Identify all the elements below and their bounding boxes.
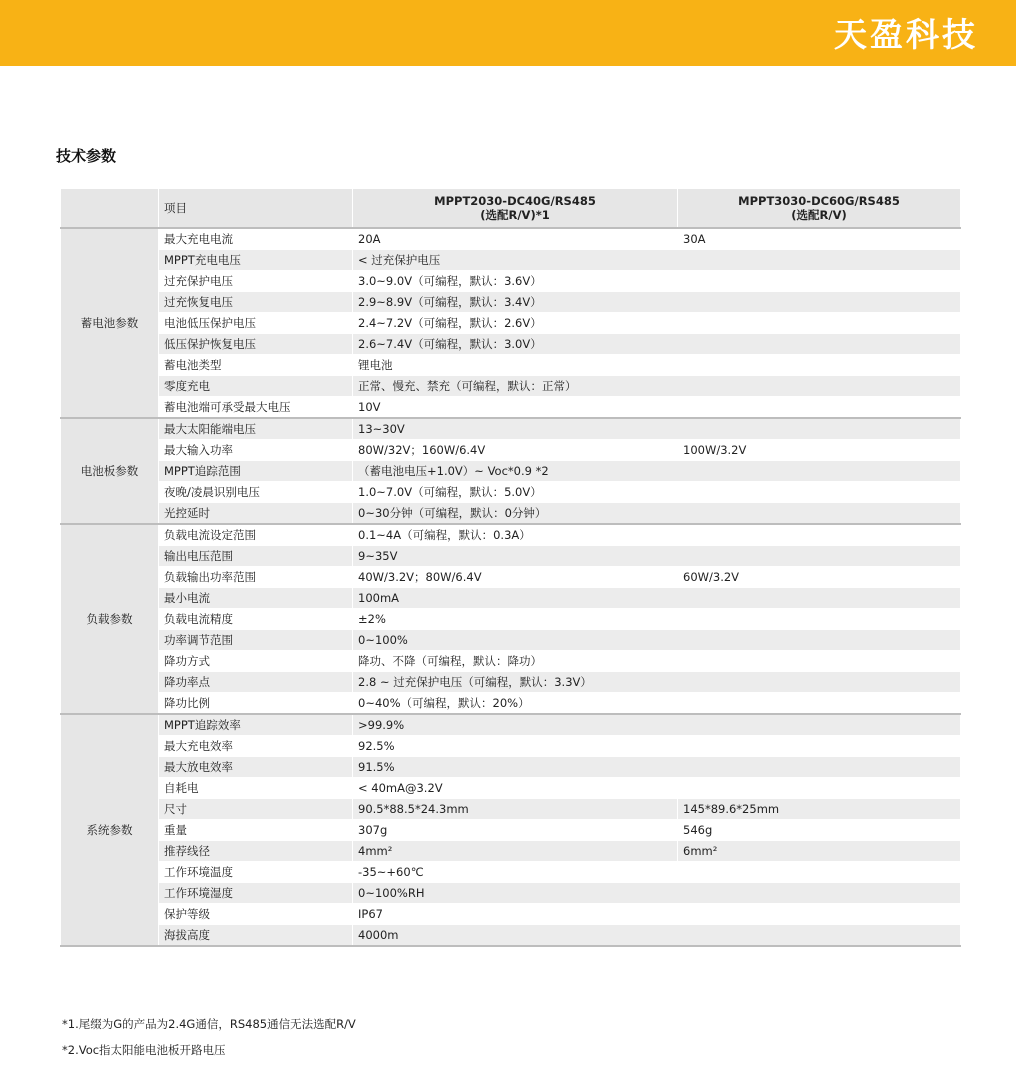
row-label: 推荐线径 [159, 841, 353, 862]
row-label: 降功率点 [159, 672, 353, 693]
row-value-shared: 正常、慢充、禁充（可编程，默认：正常） [353, 376, 961, 397]
table-row [61, 397, 961, 419]
table-row [61, 546, 961, 567]
table-row [61, 799, 961, 820]
row-value-shared: 降功、不降（可编程，默认：降功） [353, 651, 961, 672]
row-value-shared: 1.0~7.0V（可编程，默认：5.0V） [353, 482, 961, 503]
row-value-model-2: 145*89.6*25mm [678, 799, 961, 820]
table-row [61, 313, 961, 334]
table-row [61, 672, 961, 693]
row-label: 蓄电池端可承受最大电压 [159, 397, 353, 419]
row-value-shared: 0~100%RH [353, 883, 961, 904]
row-value-shared: < 40mA@3.2V [353, 778, 961, 799]
row-value-shared: 100mA [353, 588, 961, 609]
row-label: 负载电流精度 [159, 609, 353, 630]
row-value-model-1: 4mm² [353, 841, 678, 862]
row-label: 零度充电 [159, 376, 353, 397]
table-row [61, 355, 961, 376]
table-row [61, 250, 961, 271]
table-row [61, 883, 961, 904]
table-row [61, 334, 961, 355]
group-label: 蓄电池参数 [61, 228, 159, 418]
table-row [61, 376, 961, 397]
table-row [61, 630, 961, 651]
row-value-shared: ±2% [353, 609, 961, 630]
header-blank [61, 189, 159, 229]
row-label: 工作环境温度 [159, 862, 353, 883]
table-row [61, 567, 961, 588]
row-label: MPPT追踪效率 [159, 714, 353, 736]
row-label: 最大放电效率 [159, 757, 353, 778]
header-model-2 [678, 189, 961, 229]
table-row [61, 503, 961, 525]
table-row [61, 524, 961, 546]
row-label: 降功方式 [159, 651, 353, 672]
row-value-model-2: 100W/3.2V [678, 440, 961, 461]
row-label: 最小电流 [159, 588, 353, 609]
group-label: 系统参数 [61, 714, 159, 946]
row-value-model-1: 40W/3.2V；80W/6.4V [353, 567, 678, 588]
row-value-model-1: 307g [353, 820, 678, 841]
row-label: 功率调节范围 [159, 630, 353, 651]
row-label: 电池低压保护电压 [159, 313, 353, 334]
row-label: 海拔高度 [159, 925, 353, 947]
spec-table [60, 188, 961, 947]
row-label: 最大充电效率 [159, 736, 353, 757]
table-row [61, 609, 961, 630]
row-label: MPPT追踪范围 [159, 461, 353, 482]
row-label: 输出电压范围 [159, 546, 353, 567]
section-title: 技术参数 [56, 147, 117, 165]
row-label: 蓄电池类型 [159, 355, 353, 376]
row-value-shared: >99.9% [353, 714, 961, 736]
row-label: 保护等级 [159, 904, 353, 925]
row-label: MPPT充电电压 [159, 250, 353, 271]
table-row [61, 271, 961, 292]
model-1-name: MPPT2030-DC40G/RS485 [434, 194, 596, 208]
row-label: 最大充电电流 [159, 228, 353, 250]
row-value-model-2: 30A [678, 228, 961, 250]
row-value-shared: 0.1~4A（可编程，默认：0.3A） [353, 524, 961, 546]
row-value-shared: IP67 [353, 904, 961, 925]
row-label: 最大太阳能端电压 [159, 418, 353, 440]
table-row [61, 736, 961, 757]
row-label: 负载电流设定范围 [159, 524, 353, 546]
table-row [61, 651, 961, 672]
group-label: 负载参数 [61, 524, 159, 714]
row-value-shared: 10V [353, 397, 961, 419]
row-label: 最大输入功率 [159, 440, 353, 461]
row-label: 负载输出功率范围 [159, 567, 353, 588]
row-value-shared: 2.4~7.2V（可编程，默认：2.6V） [353, 313, 961, 334]
table-row [61, 461, 961, 482]
row-value-shared: 2.8 ~ 过充保护电压（可编程，默认：3.3V） [353, 672, 961, 693]
table-row [61, 440, 961, 461]
table-row [61, 693, 961, 715]
row-value-shared: 2.6~7.4V（可编程，默认：3.0V） [353, 334, 961, 355]
row-value-model-2: 60W/3.2V [678, 567, 961, 588]
footnote-1: *1.尾缀为G的产品为2.4G通信，RS485通信无法选配R/V [62, 1017, 356, 1031]
table-header-row [61, 189, 961, 229]
row-value-shared: 0~40%（可编程，默认：20%） [353, 693, 961, 715]
table-row [61, 588, 961, 609]
table-row [61, 482, 961, 503]
row-value-shared: 2.9~8.9V（可编程，默认：3.4V） [353, 292, 961, 313]
row-value-model-2: 546g [678, 820, 961, 841]
row-label: 光控延时 [159, 503, 353, 525]
table-row [61, 778, 961, 799]
table-row [61, 841, 961, 862]
row-label: 工作环境湿度 [159, 883, 353, 904]
row-value-shared: 91.5% [353, 757, 961, 778]
table-row [61, 925, 961, 947]
footnote-2: *2.Voc指太阳能电池板开路电压 [62, 1043, 226, 1057]
row-value-model-1: 80W/32V；160W/6.4V [353, 440, 678, 461]
table-row [61, 714, 961, 736]
row-value-shared: 0~100% [353, 630, 961, 651]
group-label: 电池板参数 [61, 418, 159, 524]
header-model-1 [353, 189, 678, 229]
row-label: 尺寸 [159, 799, 353, 820]
table-row [61, 862, 961, 883]
row-label: 自耗电 [159, 778, 353, 799]
table-row [61, 292, 961, 313]
row-value-model-2: 6mm² [678, 841, 961, 862]
row-value-shared: < 过充保护电压 [353, 250, 961, 271]
row-value-model-1: 90.5*88.5*24.3mm [353, 799, 678, 820]
header-item: 项目 [159, 189, 353, 229]
footnotes [62, 1016, 356, 1068]
row-value-shared: （蓄电池电压+1.0V）~ Voc*0.9 *2 [353, 461, 961, 482]
table-row [61, 820, 961, 841]
row-value-shared: 0~30分钟（可编程，默认：0分钟） [353, 503, 961, 525]
model-1-suffix: (选配R/V)*1 [480, 208, 550, 222]
row-value-shared: 4000m [353, 925, 961, 947]
row-label: 夜晚/凌晨识别电压 [159, 482, 353, 503]
model-2-name: MPPT3030-DC60G/RS485 [738, 194, 900, 208]
row-label: 过充恢复电压 [159, 292, 353, 313]
row-label: 低压保护恢复电压 [159, 334, 353, 355]
row-label: 过充保护电压 [159, 271, 353, 292]
row-value-shared: 9~35V [353, 546, 961, 567]
header-bar [0, 0, 1016, 66]
brand-logo: 天盈科技 [834, 15, 978, 54]
row-label: 重量 [159, 820, 353, 841]
row-value-shared: 锂电池 [353, 355, 961, 376]
row-value-shared: 3.0~9.0V（可编程，默认：3.6V） [353, 271, 961, 292]
row-value-shared: 92.5% [353, 736, 961, 757]
table-row [61, 228, 961, 250]
row-label: 降功比例 [159, 693, 353, 715]
table-row [61, 904, 961, 925]
row-value-model-1: 20A [353, 228, 678, 250]
row-value-shared: -35~+60℃ [353, 862, 961, 883]
row-value-shared: 13~30V [353, 418, 961, 440]
table-row [61, 757, 961, 778]
table-row [61, 418, 961, 440]
model-2-suffix: (选配R/V) [791, 208, 847, 222]
